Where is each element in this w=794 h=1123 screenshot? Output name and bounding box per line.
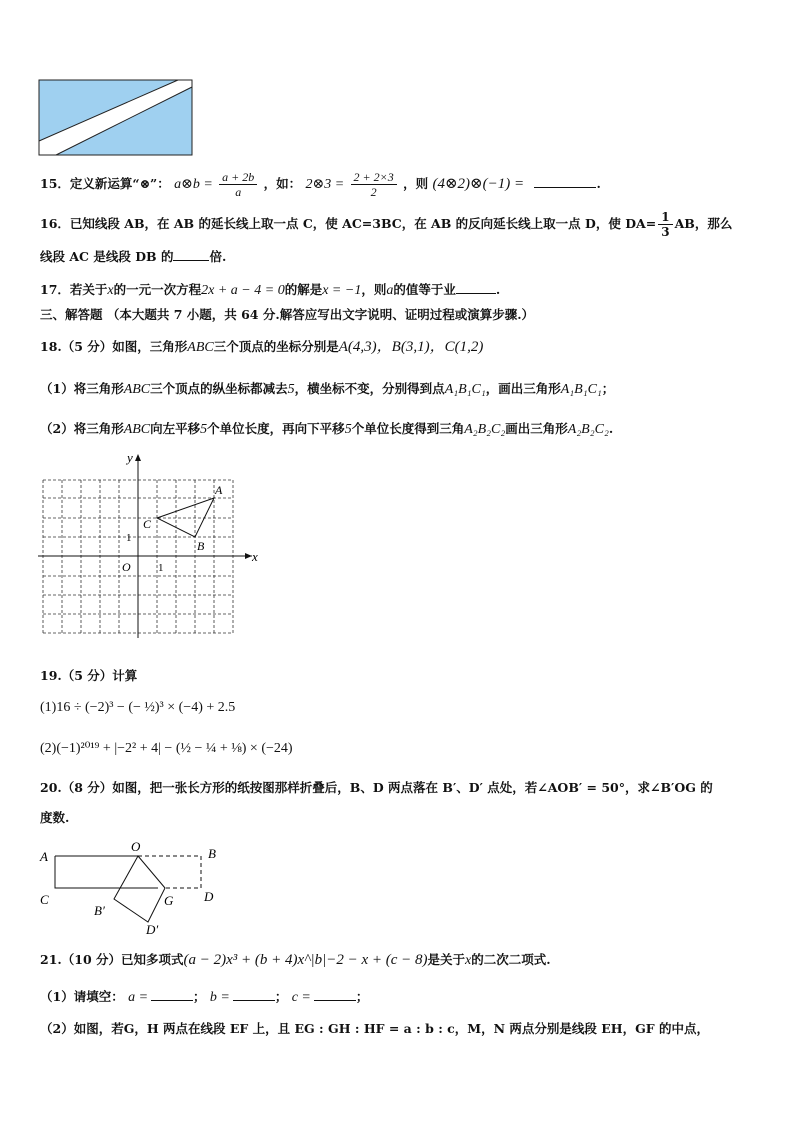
- fig-label-a: A: [40, 849, 48, 864]
- fig-label-d-prime: D′: [146, 922, 159, 936]
- point-b-label: B: [197, 539, 205, 553]
- point-c-label: C: [143, 517, 152, 531]
- fig-label-d: D: [204, 889, 214, 904]
- question-19-expression-1: (1)16 ÷ (−2)³ − (− ½)³ × (−4) + 2.5: [40, 700, 236, 715]
- q15-answer-blank[interactable]: [534, 187, 596, 188]
- origin-label: O: [122, 560, 131, 574]
- x-unit-label: 1: [158, 562, 164, 574]
- q16-answer-blank[interactable]: [173, 260, 209, 261]
- question-18: 18.（5 分）如图，三角形ABC三个顶点的坐标分别是A(4,3)，B(3,1)，C(1,2): [40, 339, 484, 355]
- y-unit-label: 1: [126, 532, 132, 544]
- fig-label-b-prime: B′: [94, 903, 105, 918]
- q21-c-blank[interactable]: [314, 1000, 356, 1001]
- question-19: 19.（5 分）计算: [40, 668, 138, 683]
- fig-label-o: O: [131, 839, 141, 854]
- fig-label-c: C: [40, 892, 49, 907]
- fold-rectangle-figure: [38, 836, 228, 936]
- question-15: 15．定义新运算“⊗”： a⊗b = $\frac{a + 2b}{a}$ ，如： 2⊗3 = $\frac{2 + 2\times 3}{2}$ ，则 (4⊗2)⊗(−1) = .: [40, 170, 601, 199]
- question-21: 21.（10 分）已知多项式(a − 2)x³ + (b + 4)x^|b|−2 − x + (c − 8)是关于x的二次二项式.: [40, 952, 551, 968]
- question-19-expression-2: (2)(−1)²⁰¹⁹ + |−2² + 4| − (½ − ¼ + ⅛) × (−24): [40, 741, 293, 756]
- q17-answer-blank[interactable]: [456, 293, 496, 294]
- fig-label-g: G: [164, 893, 174, 908]
- question-16-line2: 线段 AC 是线段 DB 的 倍.: [40, 249, 227, 264]
- question-17: 17．若关于x的一元一次方程2x + a − 4 = 0的解是x = −1，则a的值等于业 .: [40, 282, 501, 298]
- question-18-part2: （2）将三角形ABC向左平移5个单位长度，再向下平移5个单位长度得到三角A₂B₂C₂画出三角形A₂B₂C₂.: [40, 421, 614, 437]
- question-21-part2: （2）如图，若G，H 两点在线段 EF 上，且 EG : GH : HF = a : b : c，M，N 两点分别是线段 EH，GF 的中点，: [40, 1021, 709, 1036]
- q15-def-fraction: $\frac{a + 2b}{a}$: [219, 170, 257, 199]
- point-a-label: A: [215, 483, 223, 497]
- q15-example-fraction: $\frac{2 + 2\times 3}{2}$: [351, 170, 397, 199]
- fig-label-b: B: [208, 846, 216, 861]
- question-18-part1: （1）将三角形ABC三个顶点的纵坐标都减去5，横坐标不变，分别得到点A₁B₁C₁，画出三角形A₁B₁C₁；: [40, 381, 615, 397]
- q21-b-blank[interactable]: [233, 1000, 275, 1001]
- coordinate-grid-figure: [38, 450, 268, 638]
- section-3-heading: 三、解答题 （本大题共 7 小题，共 64 分.解答应写出文字说明、证明过程或演算步骤.）: [40, 307, 535, 322]
- question-21-part1: （1）请填空： a = ； b = ； c = ；: [40, 989, 369, 1005]
- question-20-line1: 20.（8 分）如图，把一张长方形的纸按图那样折叠后，B、D 两点落在 B′、D′ 点处，若∠AOB′ = 50°，求∠B′OG 的: [40, 780, 713, 795]
- question-16-line1: 16．已知线段 AB，在 AB 的延长线上取一点 C，使 AC=3BC，在 AB 的反向延长线上取一点 D，使 DA= $\frac{1}{3}$ AB，那么: [40, 210, 733, 239]
- y-axis-label: y: [127, 450, 133, 465]
- folded-strip-figure: [38, 79, 194, 157]
- q21-a-blank[interactable]: [151, 1000, 193, 1001]
- q16-fraction: $\frac{1}{3}$: [658, 210, 672, 239]
- question-20-line2: 度数.: [40, 810, 70, 825]
- x-axis-label: x: [252, 549, 258, 564]
